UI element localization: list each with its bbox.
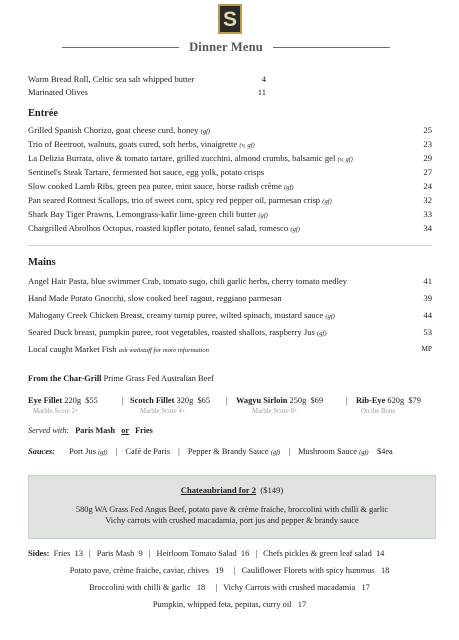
separator-bar: | — [178, 447, 180, 456]
separator-bar: | — [211, 583, 218, 592]
side-price: 16 — [240, 549, 250, 558]
steak-weight: 250g — [289, 396, 307, 405]
dietary-tag: (gf) — [359, 449, 369, 456]
dietary-tag: (gf) — [325, 313, 335, 320]
side-name: Chefs pickles & green leaf salad — [263, 549, 372, 558]
entree-item — [28, 209, 432, 221]
item-name: Shark Bay Tiger Prawns, Lemongrass-kafir lime-green chili butter — [28, 209, 257, 219]
item-name: Mahogany Creek Chicken Breast, creamy turnip puree, wilted spinach, mustard sauce — [28, 310, 324, 320]
marble-score: Marble Score 2+ — [33, 408, 79, 415]
separator-bar: | — [89, 549, 91, 558]
served-with — [28, 426, 153, 435]
dietary-tag: (v, gf) — [337, 156, 353, 163]
chateaubriand-desc — [29, 504, 435, 526]
steak-weight: 220g — [64, 396, 82, 405]
separator-bar: | — [148, 549, 151, 558]
item-name: Seared Duck breast, pumpkin puree, root vegetables, roasted shallots, raspberry Jus — [28, 327, 315, 337]
item-price: 24 — [423, 181, 432, 191]
mains-item — [28, 276, 432, 286]
side-price: 17 — [297, 600, 307, 609]
chateaubriand-heading — [29, 485, 435, 495]
sauce-item: Pepper & Brandy Sauce — [187, 447, 269, 456]
sauces-label: Sauces: — [28, 447, 55, 456]
side-price: 17 — [361, 583, 370, 592]
dietary-tag: (gf) — [322, 198, 332, 205]
entree-item — [28, 195, 432, 207]
logo-letter: S — [222, 7, 237, 31]
sauce-item: Mushroom Sauce — [298, 447, 357, 456]
served-option-a: Paris Mash — [75, 426, 116, 435]
dietary-tag: (gf) — [317, 330, 327, 337]
item-name: Warm Bread Roll, Celtic sea salt whipped butter — [28, 74, 195, 84]
item-price: 29 — [423, 153, 432, 163]
steak-price: $69 — [310, 396, 324, 405]
item-name: Chargrilled Abrolhos Octopus, roasted kipfler potato, fennel salad, romesco — [28, 223, 289, 233]
separator-bar: | — [255, 549, 258, 558]
side-name: Potato pave, crème fraiche, caviar, chives — [69, 566, 209, 575]
side-name: Cauliflower Florets with spicy hummus — [241, 566, 375, 575]
entree-heading: Entrée — [28, 108, 59, 119]
dietary-tag: (v, gf) — [239, 142, 255, 149]
grill-heading — [28, 374, 214, 383]
item-name: Local caught Market Fish — [28, 344, 117, 354]
item-price: 4 — [261, 74, 266, 84]
sides-row — [28, 549, 438, 558]
item-price: 39 — [423, 293, 432, 303]
restaurant-logo — [218, 4, 242, 34]
chateaubriand-price: ($149) — [260, 485, 284, 495]
section-divider — [28, 245, 432, 246]
grill-title: From the Char-Grill — [28, 374, 102, 383]
chateaubriand-line: Vichy carrots with crushed macadamia, port jus and pepper & brandy sauce — [105, 516, 359, 525]
sides-row — [0, 566, 459, 575]
menu-title: Dinner Menu — [189, 39, 263, 54]
side-price: 13 — [74, 549, 83, 558]
sides-row — [0, 583, 459, 592]
item-name: Angel Hair Pasta, blue swimmer Crab, tomato sugo, chili garlic herbs, cherry tomato medley — [28, 276, 348, 286]
side-price: 18 — [380, 566, 390, 575]
chateaubriand-box — [28, 475, 436, 539]
steak-scotch-fillet — [130, 396, 210, 405]
item-note: ask waitstaff for more information — [118, 347, 209, 354]
sauce-item: Café de Paris — [125, 447, 171, 456]
title-rule-left — [62, 47, 179, 48]
item-price: 25 — [423, 125, 432, 135]
grill-subtitle: Prime Grass Fed Australian Beef — [103, 374, 214, 383]
menu-title-row — [62, 38, 390, 56]
side-name: Paris Mash — [96, 549, 135, 558]
sides-label: Sides: — [28, 549, 50, 558]
steak-name: Scotch Fillet — [130, 396, 175, 405]
steak-weight: 620g — [387, 396, 405, 405]
separator-bar: | — [122, 396, 124, 405]
side-price: 18 — [196, 583, 206, 592]
mains-heading: Mains — [28, 257, 56, 268]
item-price: 27 — [423, 167, 432, 177]
marble-score: Marble Score 8+ — [252, 408, 298, 415]
side-price: 9 — [138, 549, 143, 558]
dietary-tag: (gf) — [97, 449, 108, 456]
item-name: Grilled Spanish Chorizo, goat cheese curd, honey — [28, 125, 199, 135]
entree-item — [28, 125, 432, 137]
marble-score: Marble Score 4+ — [140, 408, 186, 415]
steak-name: Wagyu Sirloin — [236, 396, 288, 405]
mains-item — [28, 327, 432, 339]
sauce-item: Port Jus — [69, 447, 96, 456]
entree-item — [28, 139, 432, 151]
side-name: Vichy Carrots with crushed macadamia — [223, 583, 356, 592]
served-or: or — [121, 426, 129, 435]
item-price: 34 — [423, 223, 432, 233]
item-price: 44 — [423, 310, 432, 320]
separator-bar: | — [226, 396, 228, 405]
sides-row — [0, 600, 459, 609]
dietary-tag: (gf) — [270, 449, 281, 456]
entree-item — [28, 223, 432, 235]
dietary-tag: (gf) — [284, 184, 294, 191]
dietary-tag: (gf) — [290, 226, 300, 233]
served-label: Served with: — [28, 426, 70, 435]
steak-rib-eye — [356, 396, 421, 405]
chateaubriand-title: Chateaubriand for 2 — [180, 485, 257, 495]
separator-bar: | — [288, 447, 291, 456]
served-option-b: Fries — [135, 426, 153, 435]
steak-eye-fillet — [28, 396, 98, 405]
title-rule-right — [273, 47, 390, 48]
steak-name: Eye Fillet — [28, 396, 63, 405]
item-price: 41 — [423, 276, 432, 286]
item-name: Slow cooked Lamb Ribs, green pea puree, mint sauce, horse radish crème — [28, 181, 282, 191]
item-name: Marinated Olives — [28, 87, 88, 97]
dietary-tag: (gf) — [200, 128, 211, 135]
steak-price: $55 — [85, 396, 98, 405]
item-price: 11 — [257, 87, 266, 97]
dietary-tag: (gf) — [258, 212, 268, 219]
item-price: 23 — [423, 139, 432, 149]
item-price: 32 — [423, 195, 432, 205]
mains-item — [28, 293, 432, 303]
separator-bar: | — [115, 447, 118, 456]
steak-wagyu-sirloin — [236, 396, 323, 405]
entree-item — [28, 153, 432, 165]
item-price: 33 — [423, 209, 432, 219]
mains-item — [28, 310, 432, 322]
side-price: 19 — [215, 566, 224, 575]
separator-bar: | — [229, 566, 236, 575]
steak-price: $79 — [408, 396, 421, 405]
side-price: 14 — [375, 549, 385, 558]
entree-item — [28, 167, 432, 177]
side-name: Broccolini with chilli & garlic — [89, 583, 191, 592]
separator-bar: | — [346, 396, 348, 405]
side-name: Pumpkin, whipped feta, pepitas, curry oil — [152, 600, 292, 609]
item-name: Hand Made Potato Gnocchi, slow cooked beef ragout, reggiano parmesan — [28, 293, 282, 303]
sauce-price: $4ea — [376, 447, 393, 456]
sauces-row — [28, 447, 393, 456]
side-name: Heirloom Tomato Salad — [156, 549, 237, 558]
item-name: Sentinel's Steak Tartare, fermented hot sauce, egg yolk, potato crisps — [28, 167, 265, 177]
item-name: La Delizia Burrata, olive & tomato tartare, grilled zucchini, almond crumbs, balsamic gel — [28, 153, 336, 163]
side-name: Fries — [53, 549, 71, 558]
menu-item-olives — [28, 87, 432, 97]
steak-name: Rib-Eye — [356, 396, 386, 405]
item-name: Pan seared Rottnest Scallops, trio of sweet corn, spicy red pepper oil, parmesan crisp — [28, 195, 321, 205]
mains-item — [28, 344, 432, 356]
menu-item-bread — [28, 74, 432, 84]
entree-item — [28, 181, 432, 193]
item-price: 53 — [423, 327, 432, 337]
item-name: Trio of Beetroot, walnuts, goats cured, soft herbs, vinaigrette — [28, 139, 238, 149]
steak-weight: 320g — [176, 396, 194, 405]
item-price: MP — [421, 344, 432, 353]
marble-score: On the Bone — [361, 408, 396, 415]
chateaubriand-line: 580g WA Grass Fed Angus Beef, potato pave & crème fraiche, broccolini with chilli & garlic — [75, 505, 389, 514]
steak-price: $65 — [197, 396, 211, 405]
